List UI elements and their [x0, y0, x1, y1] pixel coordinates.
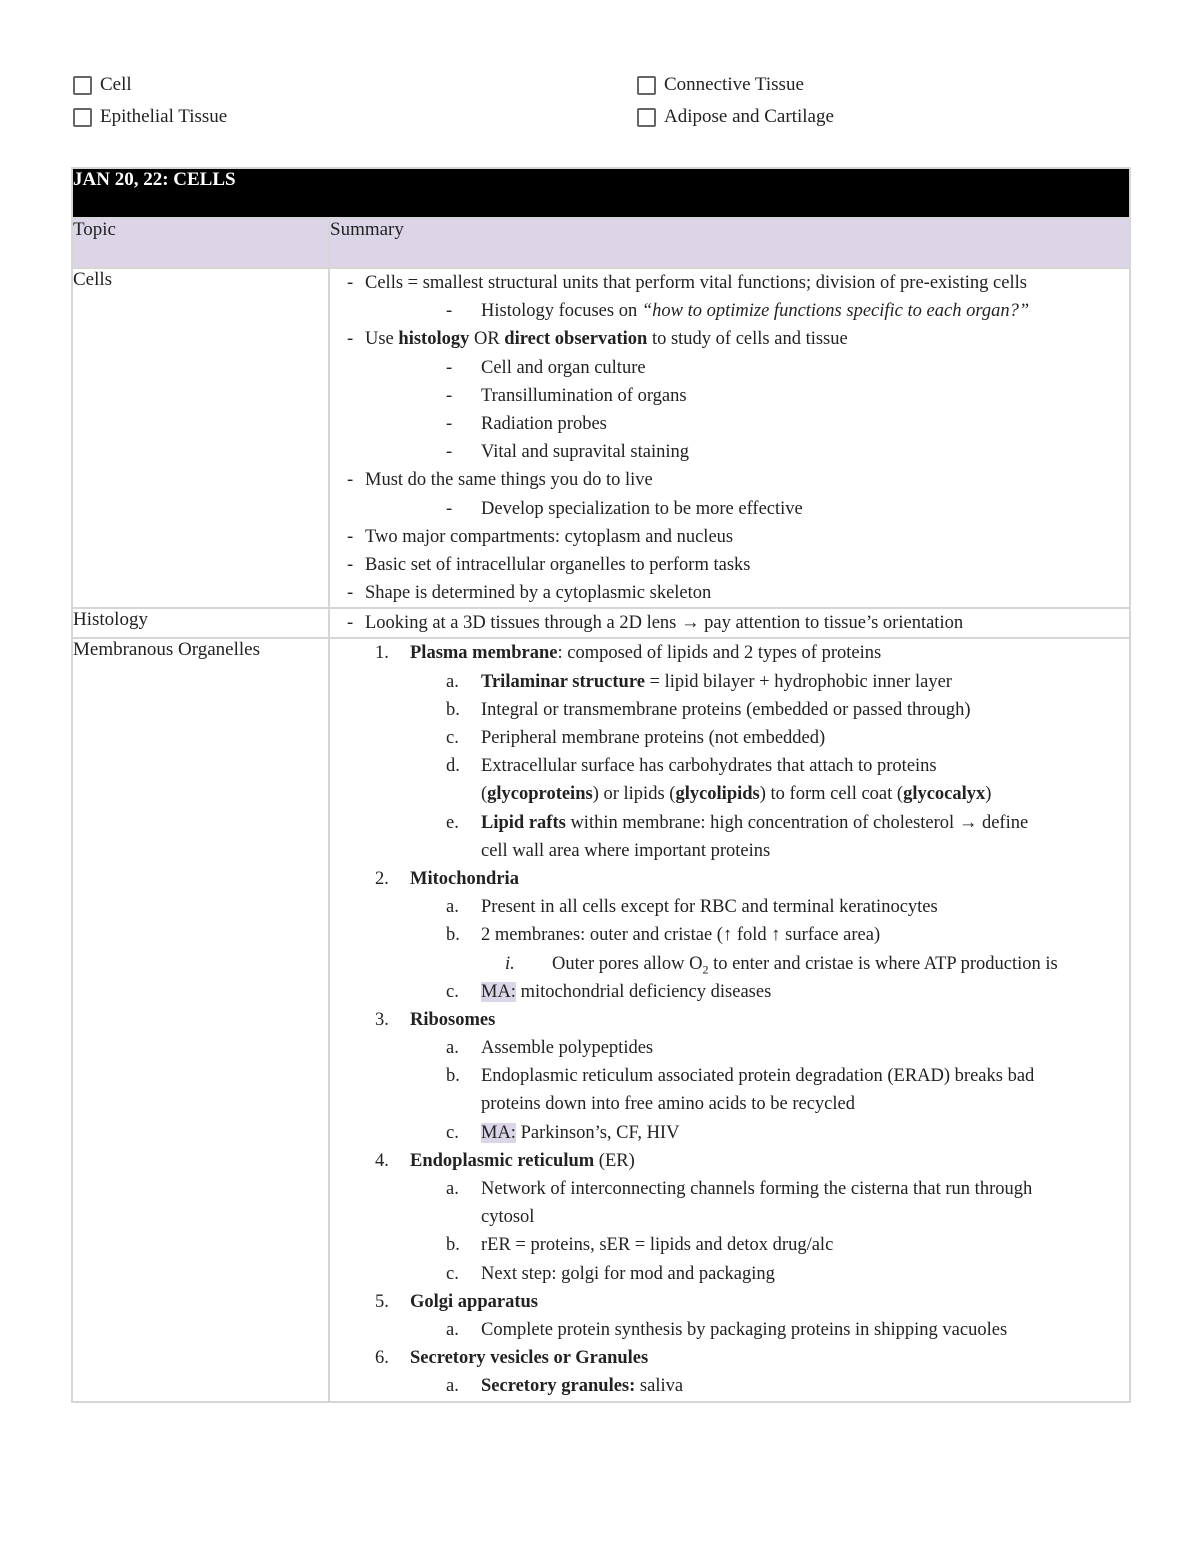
topic-cell: Membranous Organelles: [72, 638, 329, 1401]
list-text: Assemble polypeptides: [481, 1038, 654, 1059]
list-text: Secretory vesicles or Granules: [410, 1348, 649, 1369]
checklist-item-adipose[interactable]: [637, 104, 834, 130]
bullet: - Looking at a 3D tissues through a 2D lens → pay attention to tissue’s orientation: [330, 609, 1129, 637]
summary-cell: [329, 608, 1130, 638]
summary-cell: [329, 638, 1130, 1401]
table-row: [72, 268, 1130, 608]
checkbox-icon[interactable]: [73, 76, 92, 95]
checkbox-icon[interactable]: [73, 108, 92, 127]
list-item: b. 2 membranes: outer and cristae (↑ fold ↑ surface area): [446, 925, 881, 946]
list-item-continued: (glycoproteins) or lipids (glycolipids) to form cell coat (glycocalyx): [481, 784, 992, 805]
list-text: Golgi apparatus: [410, 1291, 538, 1312]
list-item: b. Integral or transmembrane proteins (embedded or passed through): [446, 699, 971, 720]
checkbox-icon[interactable]: [637, 108, 656, 127]
bullet: - Basic set of intracellular organelles to perform tasks: [330, 551, 1129, 579]
checklist-label: Connective Tissue: [664, 74, 804, 95]
list-item-continued: cytosol: [481, 1207, 535, 1228]
list-item: 2. Mitochondria: [375, 868, 519, 889]
column-header-topic: Topic: [72, 218, 329, 268]
list-text: Ribosomes: [410, 1009, 496, 1030]
bullet: - Cell and organ culture: [330, 354, 1129, 382]
bullet: - Transillumination of organs: [330, 382, 1129, 410]
bullet: - Shape is determined by a cytoplasmic skeleton: [330, 579, 1129, 607]
bullet: - Radiation probes: [330, 410, 1129, 438]
list-text: Peripheral membrane proteins (not embedded): [481, 728, 826, 748]
list-item: a. Network of interconnecting channels forming the cisterna that run through: [446, 1179, 1033, 1199]
list-item: a. Secretory granules: saliva: [446, 1376, 684, 1397]
checklist-item-cell[interactable]: [73, 72, 132, 98]
list-item: 5. Golgi apparatus: [375, 1291, 538, 1312]
highlight-tag: MA:: [481, 981, 516, 1002]
table-header: JAN 20, 22: CELLS: [72, 168, 1130, 218]
column-header-summary: Summary: [329, 218, 1130, 268]
list-text: Next step: golgi for mod and packaging: [481, 1263, 775, 1284]
list-text: Endoplasmic reticulum associated protein degradation (ERAD) breaks bad: [481, 1066, 1035, 1087]
highlight-tag: MA:: [481, 1122, 516, 1143]
list-item: i. Outer pores allow $O_2$ to enter and cristae is where ATP production is: [505, 953, 1058, 977]
bullet: - Cells = smallest structural units that perform vital functions; division of pre-existing cells: [330, 269, 1129, 297]
list-text: Mitochondria: [410, 868, 519, 889]
list-item: a. Present in all cells except for RBC and terminal keratinocytes: [446, 897, 938, 918]
checklist-label: Cell: [100, 74, 132, 95]
list-item: b. Endoplasmic reticulum associated protein degradation (ERAD) breaks bad: [446, 1066, 1035, 1087]
table-row: [72, 638, 1130, 1401]
list-item: c. MA: mitochondrial deficiency diseases: [446, 981, 772, 1002]
bullet: - Use histology OR direct observation to study of cells and tissue: [330, 325, 1129, 353]
list-item: a. Assemble polypeptides: [446, 1038, 654, 1059]
list-item: e. Lipid rafts within membrane: high concentration of cholesterol → define: [446, 812, 1029, 833]
list-text: Integral or transmembrane proteins (embedded or passed through): [481, 699, 971, 720]
list-text: Complete protein synthesis by packaging proteins in shipping vacuoles: [481, 1319, 1008, 1340]
list-item: c. Next step: golgi for mod and packaging: [446, 1263, 775, 1284]
checkbox-icon[interactable]: [637, 76, 656, 95]
list-item: 4. Endoplasmic reticulum (ER): [375, 1150, 635, 1171]
summary-cell: [329, 268, 1130, 608]
list-item-continued: proteins down into free amino acids to be recycled: [481, 1094, 855, 1115]
list-item: c. Peripheral membrane proteins (not embedded): [446, 728, 826, 748]
list-item: c. MA: Parkinson’s, CF, HIV: [446, 1122, 680, 1143]
checklist-label: Epithelial Tissue: [100, 106, 228, 127]
list-item: 1. Plasma membrane: composed of lipids and 2 types of proteins: [375, 643, 882, 664]
topic-cell: Cells: [72, 268, 329, 608]
list-item-continued: cell wall area where important proteins: [481, 840, 771, 861]
checklist-item-epithelial[interactable]: [73, 104, 227, 130]
list-item: 3. Ribosomes: [375, 1009, 496, 1030]
list-item: b. rER = proteins, sER = lipids and detox drug/alc: [446, 1235, 834, 1256]
list-item: 6. Secretory vesicles or Granules: [375, 1348, 649, 1369]
checklist-item-connective[interactable]: [637, 72, 804, 98]
list-text: rER = proteins, sER = lipids and detox drug/alc: [481, 1235, 834, 1256]
bullet: - Develop specialization to be more effective: [330, 495, 1129, 523]
bullet: - Two major compartments: cytoplasm and nucleus: [330, 523, 1129, 551]
bullet: - Vital and supravital staining: [330, 438, 1129, 466]
notes-table: [71, 167, 1131, 1403]
checklist-label: Adipose and Cartilage: [664, 106, 834, 127]
list-text: Extracellular surface has carbohydrates that attach to proteins: [481, 756, 937, 777]
list-item: a. Trilaminar structure = lipid bilayer + hydrophobic inner layer: [446, 671, 952, 692]
bullet: - Must do the same things you do to live: [330, 466, 1129, 494]
list-item: a. Complete protein synthesis by packaging proteins in shipping vacuoles: [446, 1319, 1008, 1340]
bullet: - Histology focuses on “how to optimize functions specific to each organ?”: [330, 297, 1129, 325]
list-item: d. Extracellular surface has carbohydrates that attach to proteins: [446, 756, 937, 777]
list-text: 2 membranes: outer and cristae (↑ fold ↑ surface area): [481, 925, 881, 946]
topic-cell: Histology: [72, 608, 329, 638]
table-row: [72, 608, 1130, 638]
list-text: Present in all cells except for RBC and terminal keratinocytes: [481, 897, 938, 918]
list-text: Network of interconnecting channels forming the cisterna that run through: [481, 1179, 1033, 1199]
